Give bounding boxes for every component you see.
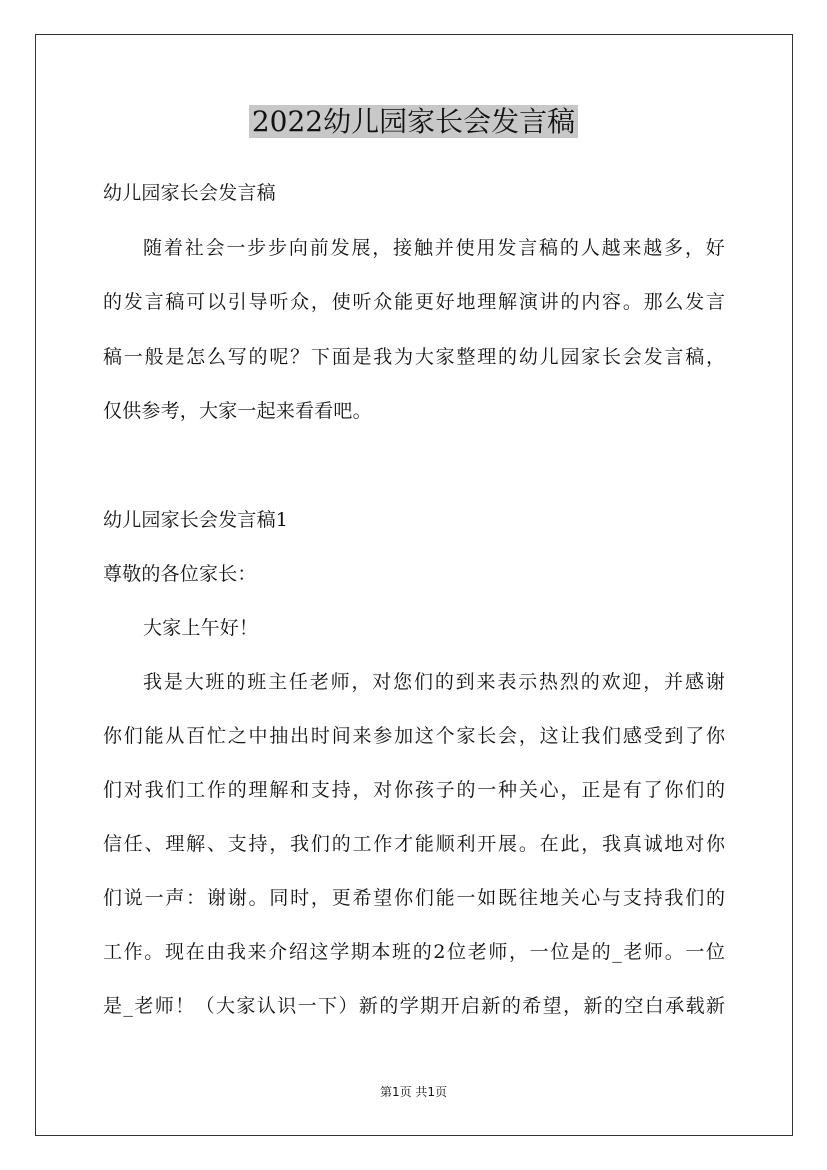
document-subtitle: 幼儿园家长会发言稿	[103, 182, 276, 204]
body-line-2: 你们能从百忙之中抽出时间来参加这个家长会，这让我们感受到了你	[103, 725, 725, 747]
intro-line-4: 仅供参考，大家一起来看看吧。	[103, 400, 372, 422]
body-line-4: 信任、理解、支持，我们的工作才能顺利开展。在此，我真诚地对你	[103, 833, 725, 855]
greeting: 大家上午好！	[143, 617, 259, 639]
body-line-3: 们对我们工作的理解和支持，对你孩子的一种关心，正是有了你们的	[103, 779, 725, 801]
intro-line-2: 的发言稿可以引导听众，使听众能更好地理解演讲的内容。那么发言	[103, 291, 725, 313]
body-line-6: 工作。现在由我来介绍这学期本班的2位老师，一位是的_老师。一位	[103, 941, 725, 963]
salutation: 尊敬的各位家长：	[103, 563, 257, 585]
body-line-5: 们说一声：谢谢。同时，更希望你们能一如既往地关心与支持我们的	[103, 887, 725, 909]
body-line-7: 是_老师！（大家认识一下）新的学期开启新的希望，新的空白承载新	[103, 995, 725, 1017]
intro-line-3: 稿一般是怎么写的呢？下面是我为大家整理的幼儿园家长会发言稿，	[103, 346, 725, 368]
page-number-footer: 第1页 共1页	[379, 1085, 448, 1099]
section-title: 幼儿园家长会发言稿1	[103, 509, 289, 531]
intro-line-1: 随着社会一步步向前发展，接触并使用发言稿的人越来越多，好	[143, 237, 725, 259]
document-title	[0, 102, 827, 142]
document-title-text: 2022幼儿园家长会发言稿	[249, 105, 578, 138]
body-line-1: 我是大班的班主任老师，对您们的到来表示热烈的欢迎，并感谢	[143, 671, 725, 693]
